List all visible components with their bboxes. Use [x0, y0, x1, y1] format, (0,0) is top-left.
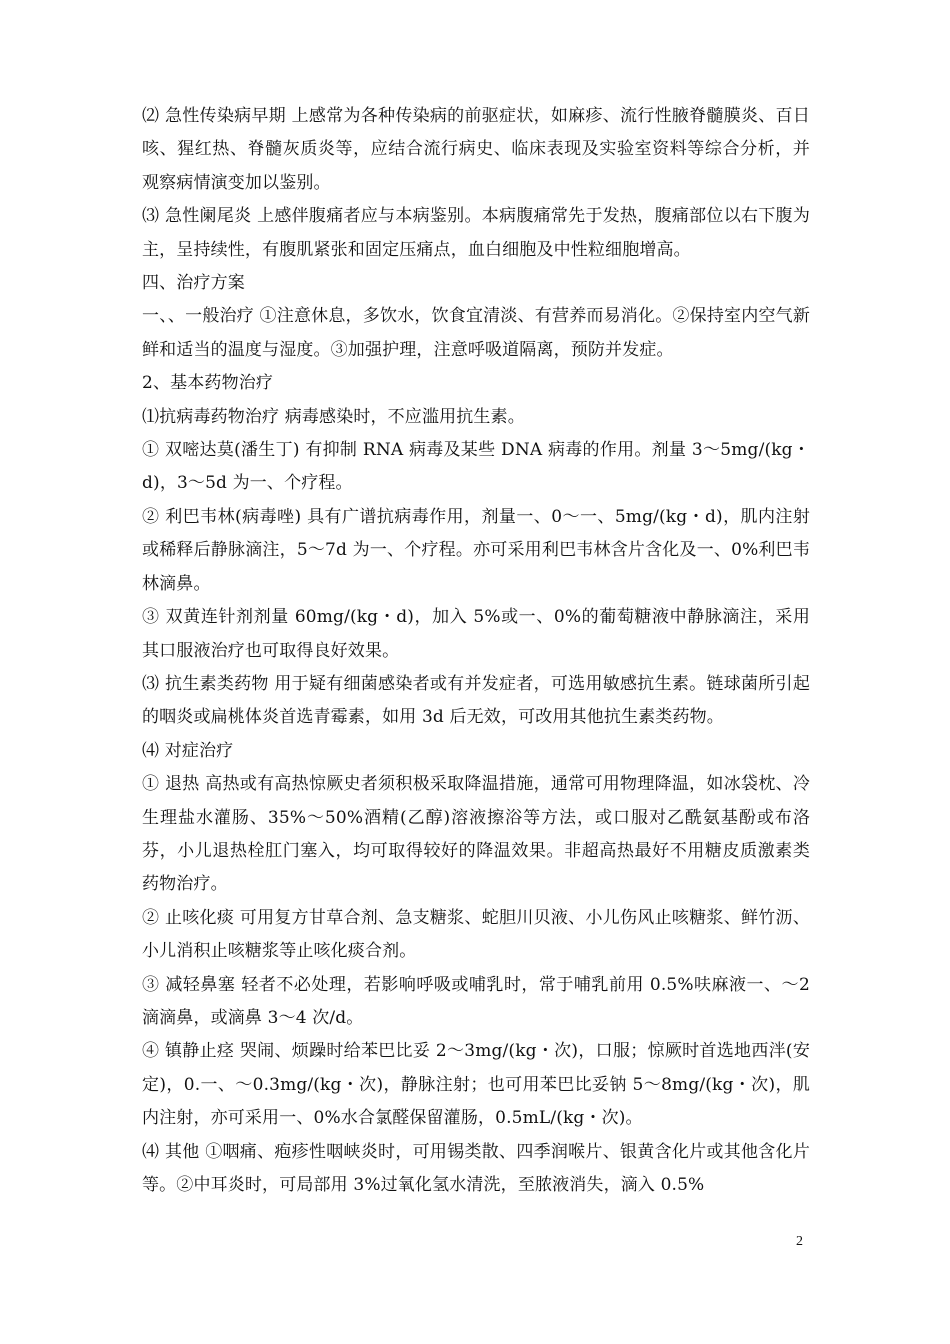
- subheading-basic-drug-treatment: 2、基本药物治疗: [142, 373, 274, 394]
- paragraph-cough-phlegm: ② 止咳化痰 可用复方甘草合剂、急支糖浆、蛇胆川贝液、小儿伤风止咳糖浆、鲜竹沥、小儿消积止咳糖浆等止咳化痰合剂。: [142, 907, 810, 962]
- paragraph-antibiotics: ⑶ 抗生素类药物 用于疑有细菌感染者或有并发症者，可选用敏感抗生素。链球菌所引起的咽炎或扁桃体炎首选青霉素，如用 3d 后无效，可改用其他抗生素类药物。: [142, 673, 810, 728]
- paragraph-shuanghuanglian: ③ 双黄连针剂剂量 60mg/(kg・d)，加入 5%或一、0%的葡萄糖液中静脉滴注，采用其口服液治疗也可取得良好效果。: [142, 607, 810, 661]
- paragraph-antipyretic: ① 退热 高热或有高热惊厥史者须积极采取降温措施，通常可用物理降温，如冰袋枕、冷生理盐水灌肠、35%～50%酒精(乙醇)溶液擦浴等方法，或口服对乙酰氨基酚或布洛芬，小儿退热栓肛门塞入，均可取得较好的降温效果。非超高热最好不用糖皮质激素类药物治疗。: [142, 774, 810, 895]
- document-body: [142, 100, 810, 1202]
- paragraph-sedation: ④ 镇静止痉 哭闹、烦躁时给苯巴比妥 2～3mg/(kg・次)，口服；惊厥时首选地西泮(安定)，0.一、～0.3mg/(kg・次)，静脉注射；也可用苯巴比妥钠 5～8mg/(kg・次)，肌内注射，亦可采用一、0%水合氯醛保留灌肠，0.5mL/(kg・次)。: [142, 1041, 810, 1129]
- paragraph-nasal-congestion: ③ 减轻鼻塞 轻者不必处理，若影响呼吸或哺乳时，常于哺乳前用 0.5%呋麻液一、～2 滴滴鼻，或滴鼻 3～4 次/d。: [142, 974, 810, 1028]
- paragraph-differential-infectious: ⑵ 急性传染病早期 上感常为各种传染病的前驱症状，如麻疹、流行性腋脊髓膜炎、百日咳、猩红热、脊髓灰质炎等，应结合流行病史、临床表现及实验室资料等综合分析，并观察病情演变加以鉴别。: [142, 106, 810, 193]
- section-heading-treatment: 四、治疗方案: [142, 273, 245, 294]
- paragraph-other: ⑷ 其他 ①咽痛、疱疹性咽峡炎时，可用锡类散、四季润喉片、银黄含化片或其他含化片等。②中耳炎时，可局部用 3%过氧化氢水清洗，至脓液消失，滴入 0.5%: [142, 1141, 810, 1195]
- page-number: 2: [796, 1234, 803, 1249]
- paragraph-ribavirin: ② 利巴韦林(病毒唑) 具有广谱抗病毒作用，剂量一、0～一、5mg/(kg・d)，肌内注射或稀释后静脉滴注，5～7d 为一、个疗程。亦可采用利巴韦林含片含化及一、0%利巴韦林滴鼻。: [142, 506, 810, 594]
- paragraph-differential-appendicitis: ⑶ 急性阑尾炎 上感伴腹痛者应与本病鉴别。本病腹痛常先于发热，腹痛部位以右下腹为主，呈持续性，有腹肌紧张和固定压痛点，血白细胞及中性粒细胞增高。: [142, 206, 810, 260]
- paragraph-antiviral-intro: ⑴抗病毒药物治疗 病毒感染时，不应滥用抗生素。: [142, 406, 525, 427]
- subheading-symptomatic-treatment: ⑷ 对症治疗: [142, 740, 234, 761]
- paragraph-dipyridamole: ① 双嘧达莫(潘生丁) 有抑制 RNA 病毒及某些 DNA 病毒的作用。剂量 3～5mg/(kg・d)，3～5d 为一、个疗程。: [142, 440, 810, 494]
- paragraph-general-treatment: 一、、一般治疗 ①注意休息，多饮水，饮食宜清淡、有营养而易消化。②保持室内空气新鲜和适当的温度与湿度。③加强护理，注意呼吸道隔离，预防并发症。: [142, 306, 810, 360]
